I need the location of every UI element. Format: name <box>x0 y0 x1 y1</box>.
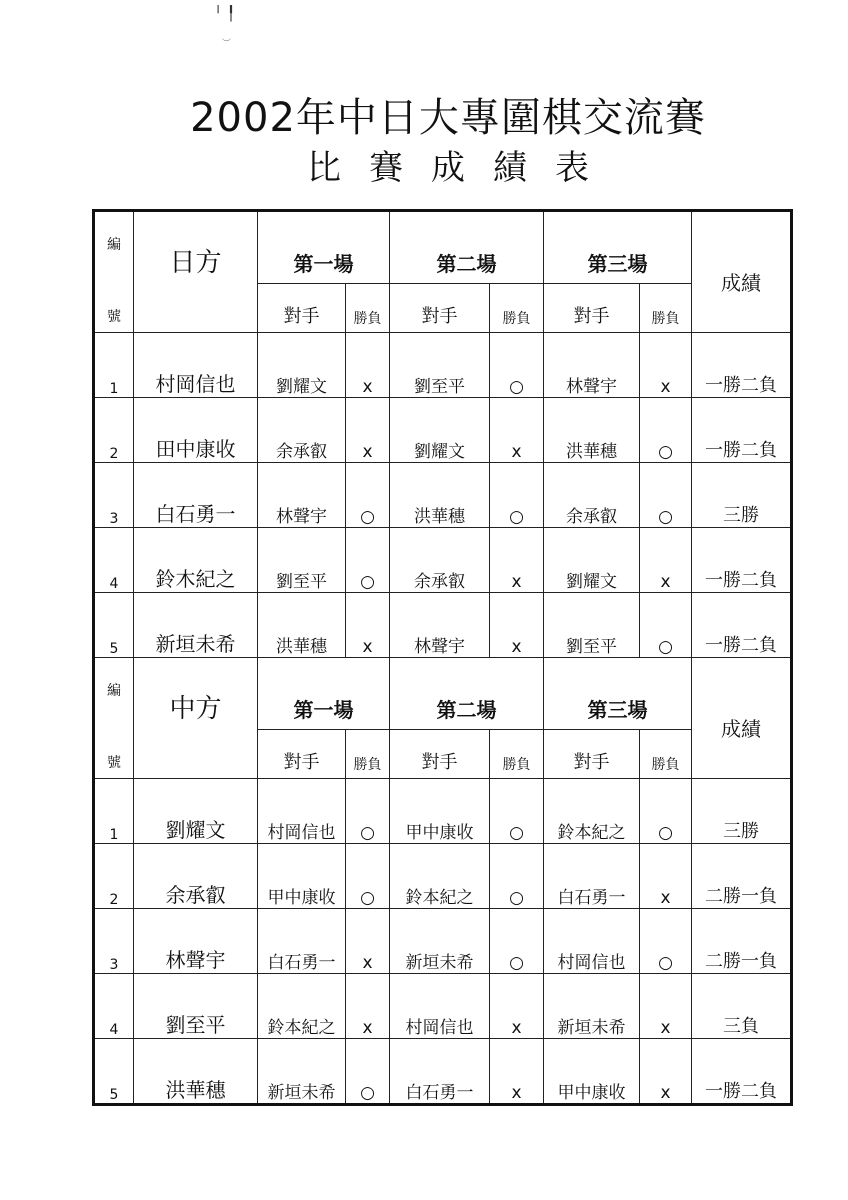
opponent-name: 劉耀文 <box>390 398 490 463</box>
opponent-name: 白石勇一 <box>258 909 346 974</box>
opponent-name: 白石勇一 <box>544 844 640 909</box>
opponent-name: 劉耀文 <box>258 333 346 398</box>
opponent-name: 甲中康收 <box>390 779 490 844</box>
overall-result: 二勝一負 <box>692 844 792 909</box>
game-result-mark: x <box>490 1039 544 1105</box>
opponent-header: 對手 <box>544 729 640 779</box>
opponent-name: 劉耀文 <box>544 528 640 593</box>
opponent-name: 林聲宇 <box>390 593 490 658</box>
game-result-mark: x <box>490 974 544 1039</box>
game-result-mark: ○ <box>490 844 544 909</box>
table-row <box>94 974 792 1039</box>
opponent-name: 甲中康收 <box>544 1039 640 1105</box>
opponent-name: 新垣未希 <box>258 1039 346 1105</box>
player-name: 余承叡 <box>134 844 258 909</box>
opponent-header: 對手 <box>544 283 640 333</box>
game-result-mark: ○ <box>346 463 390 528</box>
opponent-name: 新垣未希 <box>390 909 490 974</box>
player-number: 2 <box>94 844 134 909</box>
game-result-mark: x <box>640 844 692 909</box>
opponent-name: 劉至平 <box>258 528 346 593</box>
game-result-mark: ○ <box>490 463 544 528</box>
table-row <box>94 779 792 844</box>
opponent-name: 劉至平 <box>390 333 490 398</box>
player-name: 林聲宇 <box>134 909 258 974</box>
section-header-row <box>94 211 792 284</box>
game-result-mark: x <box>346 593 390 658</box>
player-name: 田中康收 <box>134 398 258 463</box>
game-result-mark: x <box>490 593 544 658</box>
player-name: 鈴木紀之 <box>134 528 258 593</box>
table-row <box>94 1039 792 1105</box>
game-header: 第三場 <box>544 211 692 284</box>
opponent-name: 鈴本紀之 <box>544 779 640 844</box>
player-number: 5 <box>94 593 134 658</box>
overall-result: 一勝二負 <box>692 398 792 463</box>
side-name: 日方 <box>134 211 258 333</box>
page-subtitle: 比賽成績表 <box>307 148 617 188</box>
game-result-mark: x <box>346 909 390 974</box>
opponent-name: 余承叡 <box>258 398 346 463</box>
game-result-mark: ○ <box>640 593 692 658</box>
opponent-name: 林聲宇 <box>544 333 640 398</box>
player-name: 洪華穗 <box>134 1039 258 1105</box>
side-name: 中方 <box>134 658 258 779</box>
opponent-name: 林聲宇 <box>258 463 346 528</box>
game-result-mark: x <box>640 1039 692 1105</box>
table-row <box>94 463 792 528</box>
game-result-mark: ○ <box>490 909 544 974</box>
game-result-mark: ○ <box>490 333 544 398</box>
opponent-name: 村岡信也 <box>544 909 640 974</box>
opponent-name: 村岡信也 <box>390 974 490 1039</box>
win-loss-header: 勝負 <box>346 283 390 333</box>
player-name: 村岡信也 <box>134 333 258 398</box>
opponent-name: 村岡信也 <box>258 779 346 844</box>
game-result-mark: ○ <box>640 779 692 844</box>
game-header: 第三場 <box>544 658 692 730</box>
win-loss-header: 勝負 <box>640 283 692 333</box>
opponent-name: 鈴本紀之 <box>390 844 490 909</box>
game-result-mark: x <box>490 528 544 593</box>
game-result-mark: x <box>640 974 692 1039</box>
game-result-mark: ○ <box>640 398 692 463</box>
number-label-top: 編 <box>94 211 134 284</box>
game-header: 第二場 <box>390 658 544 730</box>
opponent-name: 洪華穗 <box>258 593 346 658</box>
opponent-name: 劉至平 <box>544 593 640 658</box>
opponent-name: 余承叡 <box>544 463 640 528</box>
opponent-header: 對手 <box>258 283 346 333</box>
scan-mark: ╵ ╿ <box>214 6 236 22</box>
game-result-mark: ○ <box>346 528 390 593</box>
win-loss-header: 勝負 <box>640 729 692 779</box>
player-name: 新垣未希 <box>134 593 258 658</box>
opponent-name: 余承叡 <box>390 528 490 593</box>
player-number: 2 <box>94 398 134 463</box>
player-number: 3 <box>94 909 134 974</box>
opponent-name: 鈴本紀之 <box>258 974 346 1039</box>
game-result-mark: x <box>490 398 544 463</box>
result-header: 成績 <box>692 211 792 333</box>
overall-result: 一勝二負 <box>692 1039 792 1105</box>
game-result-mark: ○ <box>640 909 692 974</box>
player-name: 劉至平 <box>134 974 258 1039</box>
game-header: 第一場 <box>258 211 390 284</box>
opponent-header: 對手 <box>258 729 346 779</box>
overall-result: 三負 <box>692 974 792 1039</box>
player-number: 1 <box>94 779 134 844</box>
player-number: 1 <box>94 333 134 398</box>
game-result-mark: x <box>640 528 692 593</box>
overall-result: 三勝 <box>692 463 792 528</box>
table-row <box>94 398 792 463</box>
overall-result: 一勝二負 <box>692 333 792 398</box>
opponent-name: 洪華穗 <box>544 398 640 463</box>
opponent-name: 洪華穗 <box>390 463 490 528</box>
player-number: 3 <box>94 463 134 528</box>
number-label-bottom: 號 <box>94 729 134 779</box>
game-result-mark: x <box>346 333 390 398</box>
results-table <box>92 209 793 1106</box>
game-result-mark: ○ <box>346 844 390 909</box>
scan-smudge: ︶ <box>222 39 232 49</box>
opponent-header: 對手 <box>390 729 490 779</box>
game-result-mark: ○ <box>346 1039 390 1105</box>
opponent-name: 白石勇一 <box>390 1039 490 1105</box>
table-row <box>94 909 792 974</box>
table-row <box>94 593 792 658</box>
player-number: 5 <box>94 1039 134 1105</box>
game-result-mark: x <box>346 398 390 463</box>
win-loss-header: 勝負 <box>346 729 390 779</box>
number-label-bottom: 號 <box>94 283 134 333</box>
result-header: 成績 <box>692 658 792 779</box>
overall-result: 二勝一負 <box>692 909 792 974</box>
number-label-top: 編 <box>94 658 134 730</box>
overall-result: 一勝二負 <box>692 593 792 658</box>
table-row <box>94 844 792 909</box>
game-result-mark: x <box>640 333 692 398</box>
table-row <box>94 333 792 398</box>
game-header: 第一場 <box>258 658 390 730</box>
overall-result: 三勝 <box>692 779 792 844</box>
player-number: 4 <box>94 974 134 1039</box>
player-name: 劉耀文 <box>134 779 258 844</box>
game-result-mark: x <box>346 974 390 1039</box>
win-loss-header: 勝負 <box>490 729 544 779</box>
results-body <box>94 211 792 1105</box>
page-title: 2002年中日大專圍棋交流賽 <box>190 95 706 141</box>
opponent-name: 新垣未希 <box>544 974 640 1039</box>
opponent-name: 甲中康收 <box>258 844 346 909</box>
game-header: 第二場 <box>390 211 544 284</box>
overall-result: 一勝二負 <box>692 528 792 593</box>
game-result-mark: ○ <box>490 779 544 844</box>
game-result-mark: ○ <box>346 779 390 844</box>
game-result-mark: ○ <box>640 463 692 528</box>
opponent-header: 對手 <box>390 283 490 333</box>
player-name: 白石勇一 <box>134 463 258 528</box>
section-header-row <box>94 658 792 730</box>
win-loss-header: 勝負 <box>490 283 544 333</box>
table-row <box>94 528 792 593</box>
player-number: 4 <box>94 528 134 593</box>
